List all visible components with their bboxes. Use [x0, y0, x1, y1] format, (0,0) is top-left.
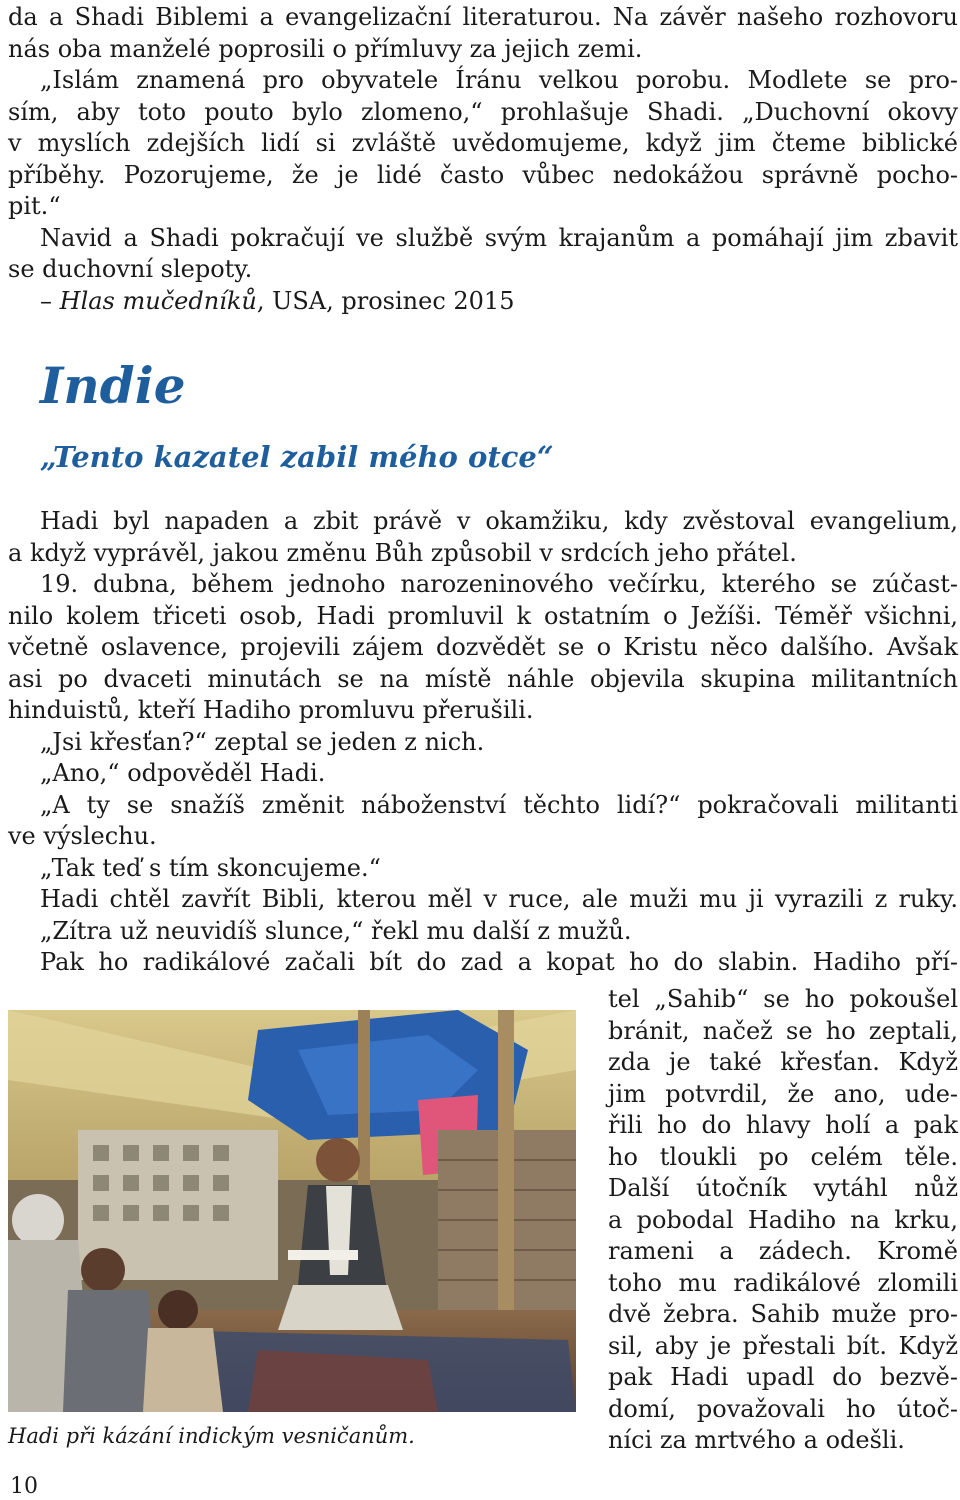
text-line: sím, aby toto pouto bylo zlomeno,“ prohlašuje Shadi. „Duchovní okovy [8, 97, 958, 126]
text-line: v myslích zdejších lidí si zvláště uvědomujeme, když jim čteme biblické [8, 129, 958, 157]
text-line: Navid a Shadi pokračují ve službě svým krajanům a pomáhají jim zbavit [40, 223, 958, 252]
text-line: pit.“ [8, 192, 61, 220]
text-line: dvě žebra. Sahib muže pro- [608, 1300, 958, 1328]
text-line: a když vyprávěl, jakou změnu Bůh způsobil v srdcích jeho přátel. [8, 538, 797, 567]
text-line: „Ano,“ odpověděl Hadi. [40, 759, 326, 787]
section-heading: Indie [40, 356, 186, 415]
article-photo [8, 1010, 576, 1412]
source-dash: – [40, 286, 52, 315]
text-line: a pobodal Hadiho na krku, [608, 1205, 958, 1234]
text-line: rameni a zádech. Kromě [608, 1237, 958, 1265]
text-line: včetně oslavence, projevili zájem dozvědět se o Kristu něco dalšího. Avšak [8, 633, 958, 661]
side-column-text [608, 984, 958, 1457]
source-publication: Hlas mučedníků [59, 286, 257, 315]
text-line: jim potvrdil, že ano, ude- [608, 1079, 958, 1108]
text-line: „Islám znamená pro obyvatele Íránu velkou porobu. Modlete se pro- [40, 66, 958, 94]
text-line: sil, aby je přestali bít. Když [608, 1331, 958, 1360]
text-line: zda je také křesťan. Když [608, 1048, 958, 1076]
text-line: Pak ho radikálové začali bít do zad a kopat ho do slabin. Hadiho pří- [40, 948, 958, 976]
text-line: „Tak teď s tím skoncujeme.“ [40, 853, 381, 882]
intro-paragraph [8, 2, 958, 317]
text-line: řili ho do hlavy holí a pak [608, 1111, 958, 1139]
text-line: níci za mrtvého a odešli. [608, 1426, 905, 1454]
photo-caption: Hadi při kázání indickým vesničanům. [8, 1424, 415, 1448]
text-line: asi po dvaceti minutách se na místě náhle objevila skupina militantních [8, 664, 958, 693]
source-details: , USA, prosinec 2015 [256, 286, 515, 315]
text-line: nás oba manželé poprosili o přímluvy za jejich zemi. [8, 34, 643, 63]
text-line: Hadi byl napaden a zbit právě v okamžiku, kdy zvěstoval evangelium, [40, 507, 958, 535]
text-line: hinduistů, kteří Hadiho promluvu přerušili. [8, 696, 534, 724]
text-line: da a Shadi Biblemi a evangelizační literaturou. Na závěr našeho rozhovoru [8, 3, 958, 31]
text-line: domí, považovali ho útoč- [608, 1394, 958, 1423]
text-line: bránit, načež se ho zeptali, [608, 1016, 958, 1045]
page-number: 10 [10, 1474, 38, 1499]
text-line: ve výslechu. [8, 822, 157, 850]
text-line: tel „Sahib“ se ho pokoušel [608, 985, 958, 1013]
text-line: „Jsi křesťan?“ zeptal se jeden z nich. [40, 727, 485, 756]
text-line: nilo kolem třiceti osob, Hadi promluvil k ostatním o Ježíši. Téměř všichni, [8, 601, 958, 630]
text-line: Další útočník vytáhl nůž [608, 1174, 958, 1202]
text-line: pak Hadi upadl do bezvě- [608, 1363, 958, 1391]
text-line: „Zítra už neuvidíš slunce,“ řekl mu další z mužů. [40, 916, 632, 945]
article-body [8, 506, 958, 979]
text-line: „A ty se snažíš změnit náboženství těchto lidí?“ pokračovali militanti [40, 790, 958, 819]
text-line: Hadi chtěl zavřít Bibli, kterou měl v ruce, ale muži mu ji vyrazili z ruky. [40, 885, 958, 913]
source-attribution [8, 286, 958, 318]
text-line: toho mu radikálové zlomili [608, 1268, 958, 1297]
article-subheading: „Tento kazatel zabil mého otce“ [40, 440, 554, 474]
photo-illustration [8, 1010, 576, 1412]
text-line: ho tloukli po celém těle. [608, 1142, 958, 1171]
text-line: příběhy. Pozorujeme, že je lidé často vůbec nedokážou správně pocho- [8, 160, 958, 189]
text-line: se duchovní slepoty. [8, 255, 253, 283]
text-line: 19. dubna, během jednoho narozeninového večírku, kterého se zúčast- [40, 570, 958, 598]
